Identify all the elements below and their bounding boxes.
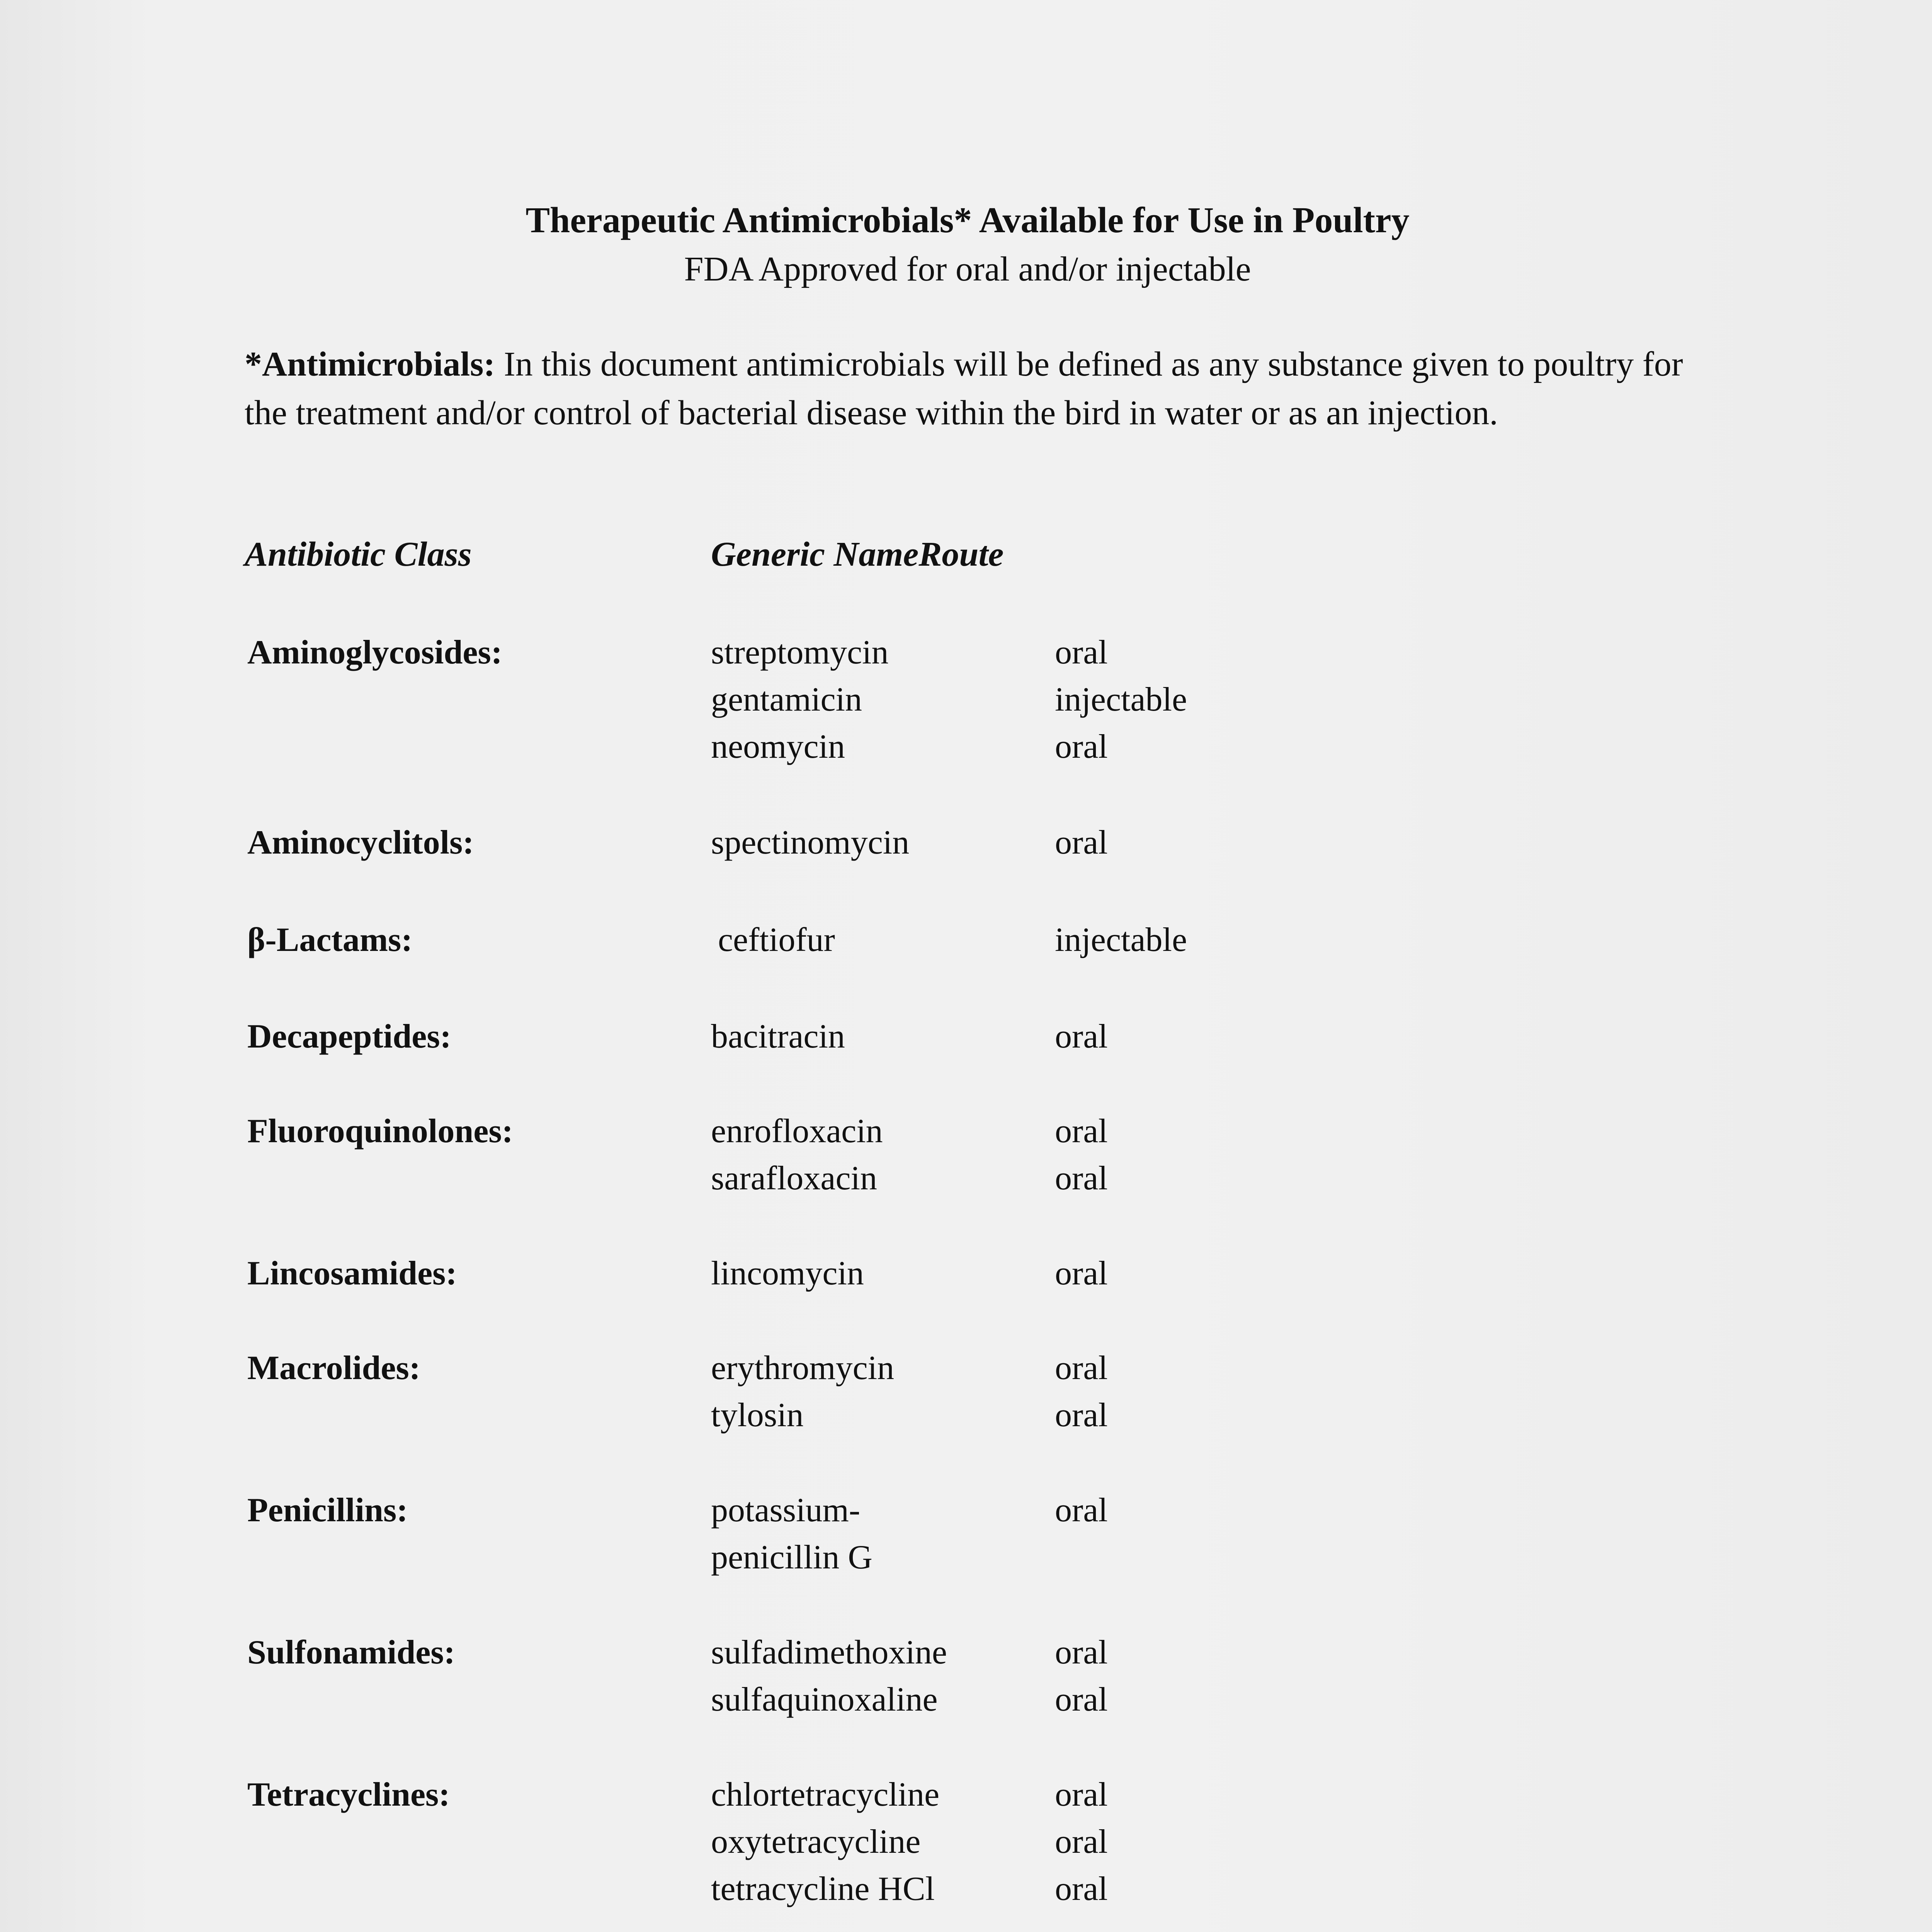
- drug-name: oxytetracycline: [711, 1823, 921, 1861]
- drug-name: spectinomycin: [711, 824, 910, 861]
- route: oral: [1055, 1112, 1108, 1150]
- document-title: Therapeutic Antimicrobials* Available for Use in Poultry: [526, 200, 1410, 240]
- class-label: Penicillins:: [247, 1492, 408, 1529]
- class-label: Sulfonamides:: [247, 1634, 455, 1671]
- class-label: Lincosamides:: [247, 1255, 457, 1292]
- route: injectable: [1055, 681, 1187, 718]
- drug-name: bacitracin: [711, 1018, 845, 1055]
- header-generic-name-route: Generic NameRoute: [711, 535, 1004, 573]
- class-label: Aminoglycosides:: [247, 634, 502, 671]
- drug-name: sulfadimethoxine: [711, 1634, 947, 1671]
- definition-text: In this document antimicrobials will be defined as any substance given to poultry for the treatment and/or control of bacterial disease within the bird in water or as an injection.: [245, 345, 1683, 432]
- class-label: Fluoroquinolones:: [247, 1112, 513, 1150]
- drug-name: potassium-: [711, 1492, 861, 1529]
- header-antibiotic-class: Antibiotic Class: [245, 535, 472, 573]
- drug-name: sarafloxacin: [711, 1160, 877, 1197]
- drug-name: lincomycin: [711, 1255, 864, 1292]
- drug-name: gentamicin: [711, 681, 862, 718]
- drug-name: tetracycline HCl: [711, 1870, 935, 1908]
- drug-name: chlortetracycline: [711, 1776, 940, 1813]
- route: oral: [1055, 1776, 1108, 1813]
- route: oral: [1055, 1634, 1108, 1671]
- drug-name: enrofloxacin: [711, 1112, 883, 1150]
- drug-name: streptomycin: [711, 634, 889, 671]
- drug-name: sulfaquinoxaline: [711, 1681, 938, 1718]
- drug-name: neomycin: [711, 728, 845, 765]
- route: oral: [1055, 824, 1108, 861]
- antimicrobials-definition: [245, 340, 1697, 437]
- route: oral: [1055, 1255, 1108, 1292]
- route: oral: [1055, 1492, 1108, 1529]
- class-label: Aminocyclitols:: [247, 824, 474, 861]
- definition-term: *Antimicrobials:: [245, 345, 495, 383]
- route: oral: [1055, 1349, 1108, 1387]
- route: oral: [1055, 1396, 1108, 1434]
- route: oral: [1055, 728, 1108, 765]
- document-subtitle: FDA Approved for oral and/or injectable: [684, 250, 1251, 288]
- drug-name: tylosin: [711, 1396, 804, 1434]
- route: oral: [1055, 1870, 1108, 1908]
- class-label: β-Lactams:: [247, 921, 413, 959]
- class-label: Tetracyclines:: [247, 1776, 450, 1813]
- route: oral: [1055, 1018, 1108, 1055]
- drug-name: erythromycin: [711, 1349, 895, 1387]
- route: oral: [1055, 634, 1108, 671]
- route: oral: [1055, 1681, 1108, 1718]
- class-label: Decapeptides:: [247, 1018, 451, 1055]
- drug-name: penicillin G: [711, 1539, 872, 1576]
- route: oral: [1055, 1160, 1108, 1197]
- route: injectable: [1055, 921, 1187, 959]
- drug-name: ceftiofur: [718, 921, 835, 959]
- route: oral: [1055, 1823, 1108, 1861]
- class-label: Macrolides:: [247, 1349, 421, 1387]
